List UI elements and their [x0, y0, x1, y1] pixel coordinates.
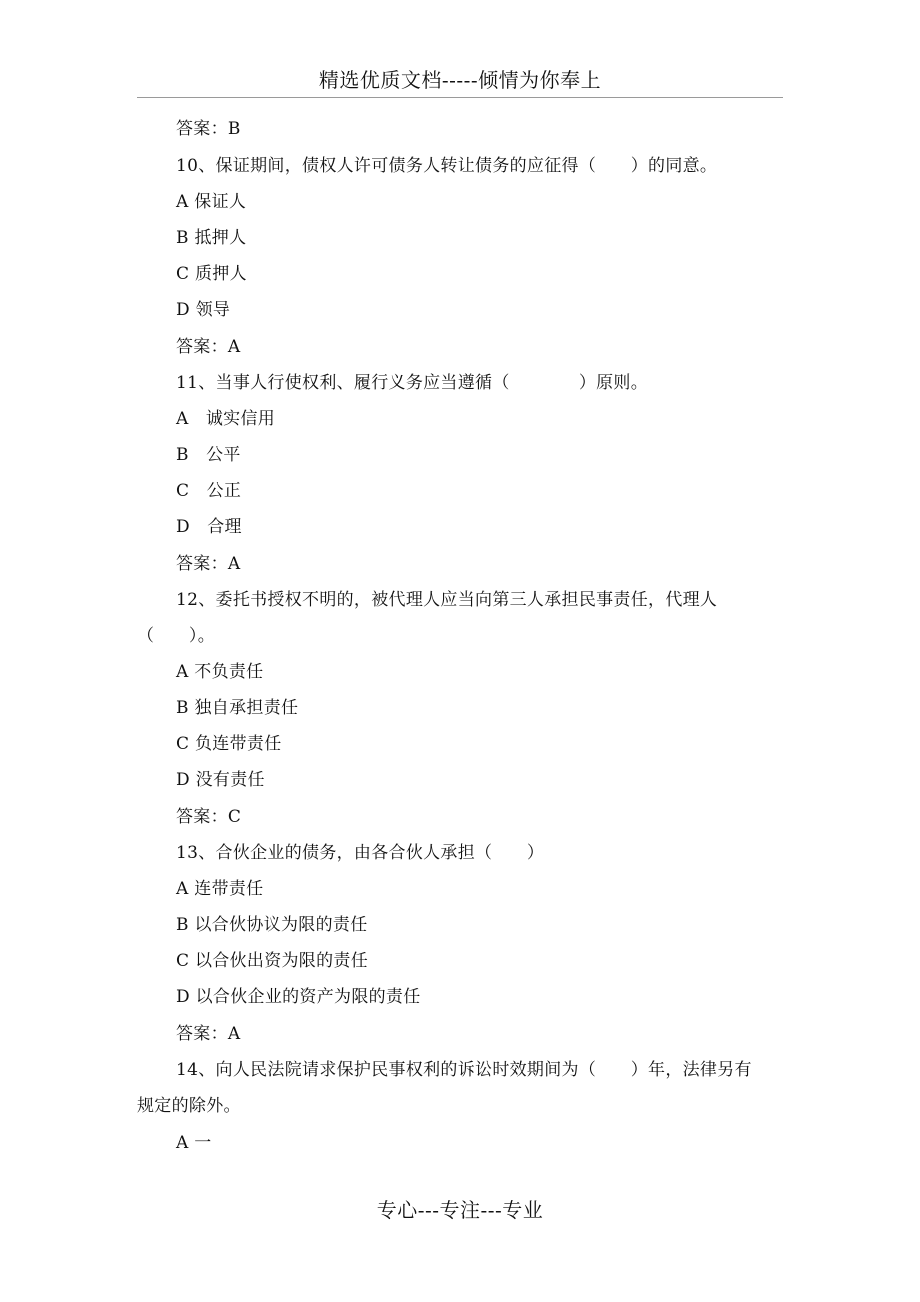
- q12-option-d: D 没有责任: [176, 770, 265, 790]
- q12-option-c: C 负连带责任: [176, 734, 282, 754]
- answer-12: 答案：C: [176, 807, 242, 827]
- answer-13: 答案：A: [176, 1024, 241, 1044]
- q11-option-a: A 诚实信用: [176, 409, 276, 429]
- q13-option-b: B 以合伙协议为限的责任: [176, 915, 368, 935]
- page-header: 精选优质文档-----倾情为你奉上: [318, 68, 602, 92]
- q13-option-c: C 以合伙出资为限的责任: [176, 951, 369, 971]
- q14-option-a: A 一: [176, 1133, 212, 1153]
- q11-option-d: D 合理: [176, 517, 242, 537]
- q12-option-b: B 独自承担责任: [176, 698, 299, 718]
- answer-9: 答案：B: [176, 119, 241, 139]
- q10-option-a: A 保证人: [176, 192, 247, 212]
- question-14-continued: 规定的除外。: [137, 1096, 241, 1116]
- q11-option-c: C 公正: [176, 481, 242, 501]
- q13-option-a: A 连带责任: [176, 879, 264, 899]
- q11-option-b: B 公平: [176, 445, 241, 465]
- q10-option-c: C 质押人: [176, 264, 247, 284]
- question-12-continued: （ ）。: [137, 626, 215, 646]
- answer-11: 答案：A: [176, 554, 241, 574]
- q12-option-a: A 不负责任: [176, 662, 264, 682]
- answer-10: 答案：A: [176, 337, 241, 357]
- q10-option-d: D 领导: [176, 300, 231, 320]
- q13-option-d: D 以合伙企业的资产为限的责任: [176, 987, 421, 1007]
- question-10: 10、保证期间，债权人许可债务人转让债务的应征得（ ）的同意。: [176, 156, 718, 176]
- question-13: 13、合伙企业的债务，由各合伙人承担（ ）: [176, 843, 545, 863]
- question-12: 12、委托书授权不明的，被代理人应当向第三人承担民事责任，代理人: [176, 590, 718, 610]
- question-14: 14、向人民法院请求保护民事权利的诉讼时效期间为（ ）年，法律另有: [176, 1060, 752, 1080]
- q10-option-b: B 抵押人: [176, 228, 247, 248]
- question-11: 11、当事人行使权利、履行义务应当遵循（ ）原则。: [176, 373, 649, 393]
- page-footer: 专心---专注---专业: [376, 1198, 544, 1222]
